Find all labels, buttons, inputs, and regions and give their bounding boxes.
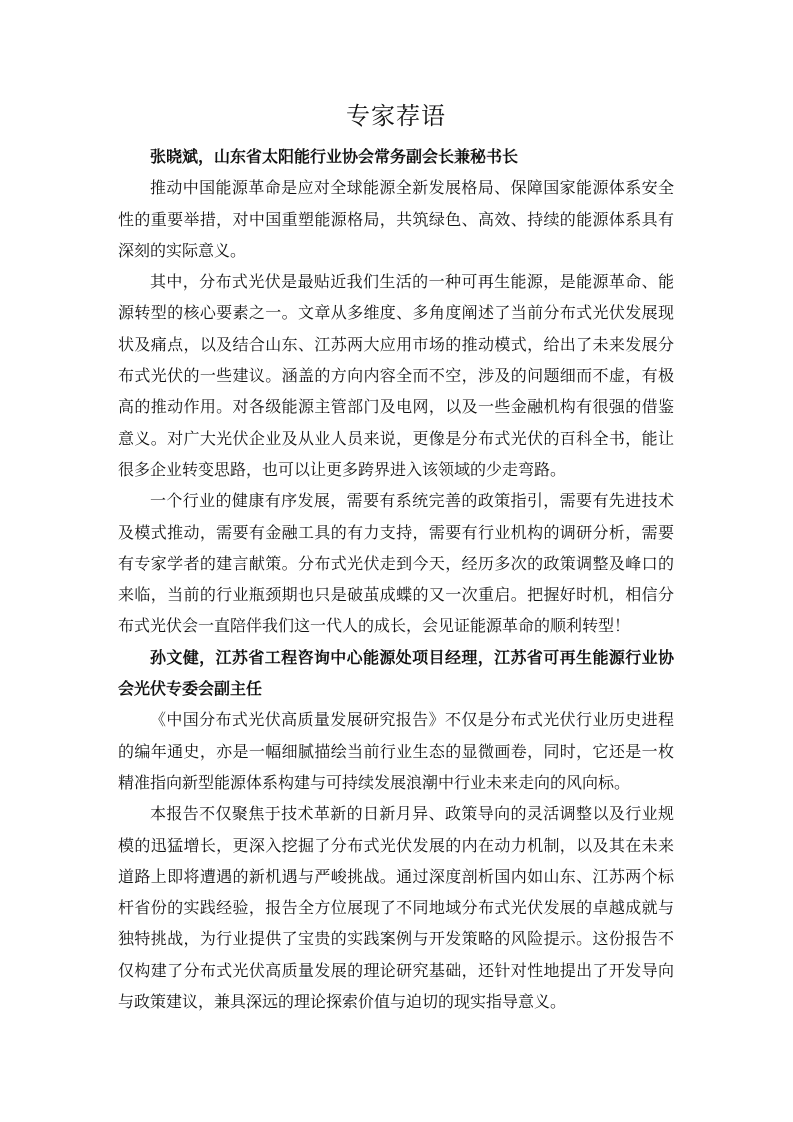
recommendation-section-1 xyxy=(118,141,674,642)
body-paragraph: 推动中国能源革命是应对全球能源全新发展格局、保障国家能源体系安全性的重要举措，对中国重塑能源格局，共筑绿色、高效、持续的能源体系具有深刻的实际意义。 xyxy=(118,178,674,260)
document-page xyxy=(118,86,674,1017)
expert-name-heading: 张晓斌，山东省太阳能行业协会常务副会长兼秘书长 xyxy=(150,147,519,166)
body-paragraph: 《中国分布式光伏高质量发展研究报告》不仅是分布式光伏行业历史进程的编年通史，亦是一幅细腻描绘当前行业生态的显微画卷，同时，它还是一枚精准指向新型能源体系构建与可持续发展浪潮中行业未来走向的风向标。 xyxy=(118,710,674,792)
body-paragraph: 其中，分布式光伏是最贴近我们生活的一种可再生能源，是能源革命、能源转型的核心要素之一。文章从多维度、多角度阐述了当前分布式光伏发展现状及痛点，以及结合山东、江苏两大应用市场的推动模式，给出了未来发展分布式光伏的一些建议。涵盖的方向内容全而不空，涉及的问题细而不虚，有极高的推动作用。对各级能源主管部门及电网，以及一些金融机构有很强的借鉴意义。对广大光伏企业及从业人员来说，更像是分布式光伏的百科全书，能让很多企业转变思路，也可以让更多跨界进入该领域的少走弯路。 xyxy=(118,272,674,479)
body-paragraph: 一个行业的健康有序发展，需要有系统完善的政策指引，需要有先进技术及模式推动，需要有金融工具的有力支持，需要有行业机构的调研分析，需要有专家学者的建言献策。分布式光伏走到今天，经历多次的政策调整及峰口的来临，当前的行业瓶颈期也只是破茧成蝶的又一次重启。把握好时机，相信分布式光伏会一直陪伴我们这一代人的成长，会见证能源革命的顺利转型！ xyxy=(118,491,674,636)
expert-name-heading: 孙文健，江苏省工程咨询中心能源处项目经理，江苏省可再生能源行业协会光伏专委会副主任 xyxy=(118,647,674,699)
body-paragraph: 本报告不仅聚焦于技术革新的日新月异、政策导向的灵活调整以及行业规模的迅猛增长，更深入挖掘了分布式光伏发展的内在动力机制，以及其在未来道路上即将遭遇的新机遇与严峻挑战。通过深度剖析国内如山东、江苏两个标杆省份的实践经验，报告全方位展现了不同地域分布式光伏发展的卓越成就与独特挑战，为行业提供了宝贵的实践案例与开发策略的风险提示。这份报告不仅构建了分布式光伏高质量发展的理论研究基础，还针对性地提出了开发导向与政策建议，兼具深远的理论探索价值与迫切的现实指导意义。 xyxy=(118,804,674,1012)
page-title: 专家荐语 xyxy=(346,102,446,130)
recommendation-section-2 xyxy=(118,642,674,1018)
